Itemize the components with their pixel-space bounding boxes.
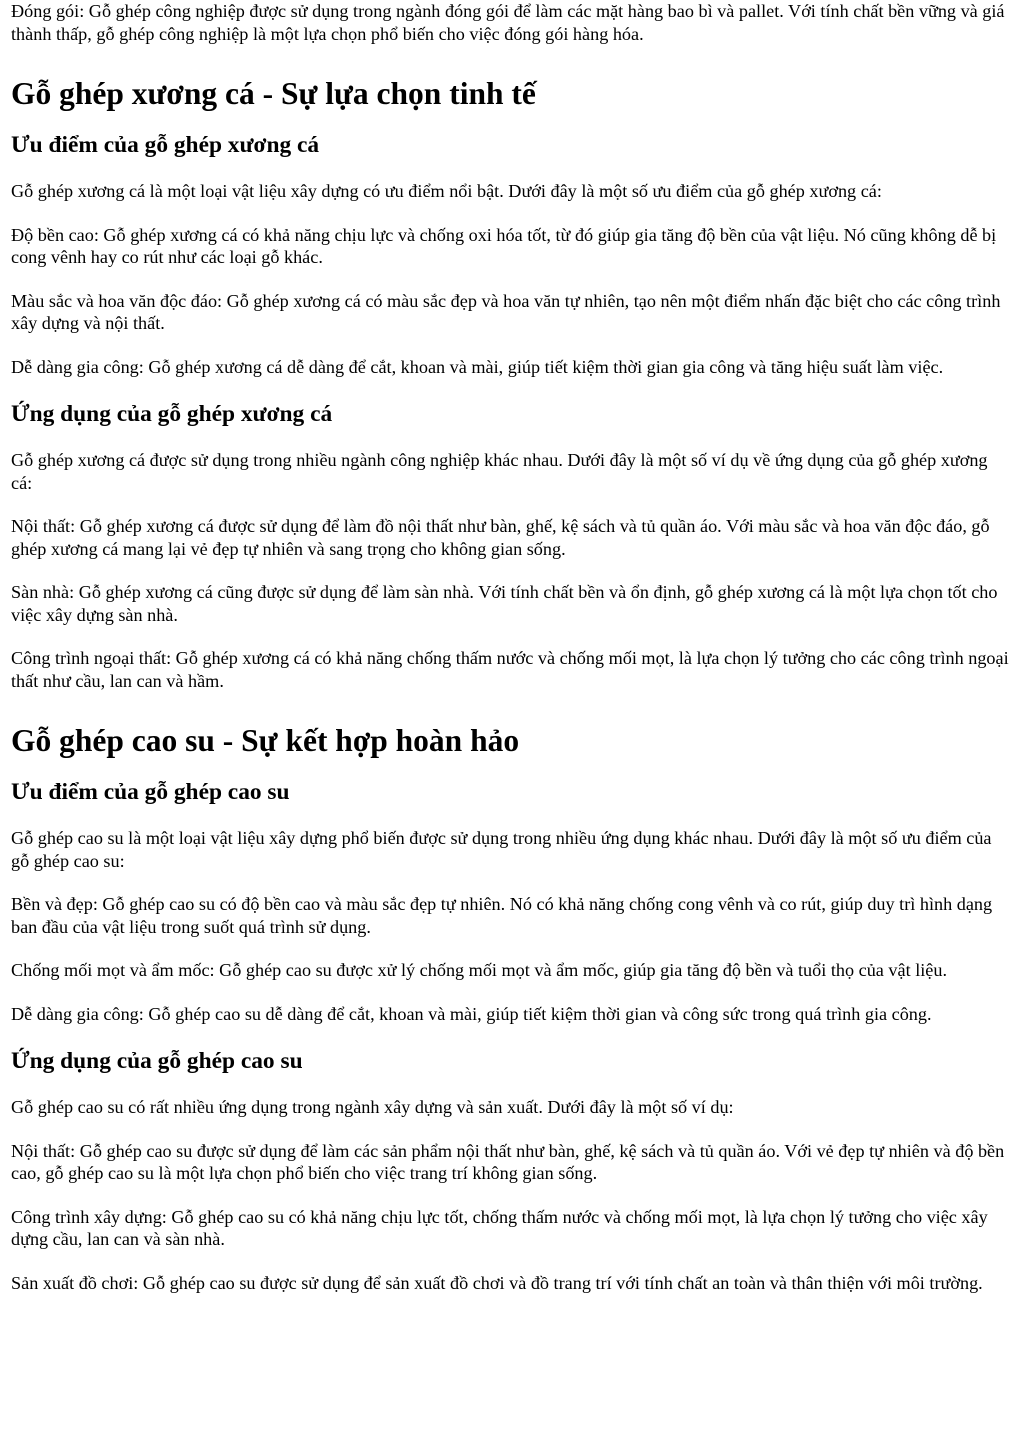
paragraph-rubber-intro: Gỗ ghép cao su là một loại vật liệu xây dựng phổ biến được sử dụng trong nhiều ứng dụng khác nhau. Dưới đây là một số ưu điểm của gỗ ghép cao su:	[11, 828, 992, 871]
paragraph-rubber-applications-intro: Gỗ ghép cao su có rất nhiều ứng dụng trong ngành xây dựng và sản xuất. Dưới đây là một số ví dụ:	[11, 1097, 734, 1117]
paragraph-construction: Công trình xây dựng: Gỗ ghép cao su có khả năng chịu lực tốt, chống thấm nước và chống mối mọt, là lựa chọn lý tưởng cho việc xây dựng cầu, lan can và sàn nhà.	[11, 1206, 988, 1249]
subheading-rubber-applications: Ứng dụng của gỗ ghép cao su	[11, 1048, 303, 1074]
paragraph-herringbone-intro: Gỗ ghép xương cá là một loại vật liệu xây dựng có ưu điểm nổi bật. Dưới đây là một số ưu điểm của gỗ ghép xương cá:	[11, 181, 882, 201]
subheading-herringbone-applications: Ứng dụng của gỗ ghép xương cá	[11, 401, 333, 427]
heading-rubber-wood: Gỗ ghép cao su - Sự kết hợp hoàn hảo	[11, 723, 520, 758]
paragraph-rubber-processing: Dễ dàng gia công: Gỗ ghép cao su dễ dàng để cắt, khoan và mài, giúp tiết kiệm thời gian và công sức trong quá trình gia công.	[11, 1003, 932, 1024]
paragraph-durability: Độ bền cao: Gỗ ghép xương cá có khả năng chịu lực và chống oxi hóa tốt, từ đó giúp gia tăng độ bền của vật liệu. Nó cũng không dễ bị cong vênh hay co rút như các loại gỗ khác.	[11, 224, 997, 267]
paragraph-termite-mold: Chống mối mọt và ẩm mốc: Gỗ ghép cao su được xử lý chống mối mọt và ẩm mốc, giúp gia tăng độ bền và tuổi thọ của vật liệu.	[11, 960, 948, 980]
paragraph-color-pattern: Màu sắc và hoa văn độc đáo: Gỗ ghép xương cá có màu sắc đẹp và hoa văn tự nhiên, tạo nên một điểm nhấn đặc biệt cho các công trình xây dựng và nội thất.	[11, 290, 1001, 333]
paragraph-flooring: Sàn nhà: Gỗ ghép xương cá cũng được sử dụng để làm sàn nhà. Với tính chất bền và ổn định, gỗ ghép xương cá là một lựa chọn tốt cho việc xây dựng sàn nhà.	[11, 582, 998, 625]
subheading-herringbone-advantages: Ưu điểm của gỗ ghép xương cá	[11, 132, 320, 158]
heading-herringbone-wood: Gỗ ghép xương cá - Sự lựa chọn tinh tế	[11, 76, 536, 111]
paragraph-interior: Nội thất: Gỗ ghép xương cá được sử dụng để làm đồ nội thất như bàn, ghế, kệ sách và tủ quần áo. Với màu sắc và hoa văn độc đáo, gỗ ghép xương cá mang lại vẻ đẹp tự nhiên và sang trọng cho không gian sống.	[11, 516, 990, 559]
paragraph-packaging: Đóng gói: Gỗ ghép công nghiệp được sử dụng trong ngành đóng gói để làm các mặt hàng bao bì và pallet. Với tính chất bền vững và giá thành thấp, gỗ ghép công nghiệp là một lựa chọn phổ biến cho việc đóng gói hàng hóa.	[11, 1, 1005, 44]
subheading-rubber-advantages: Ưu điểm của gỗ ghép cao su	[11, 779, 290, 805]
paragraph-toys: Sản xuất đồ chơi: Gỗ ghép cao su được sử dụng để sản xuất đồ chơi và đồ trang trí với tính chất an toàn và thân thiện với môi trường.	[11, 1272, 983, 1293]
paragraph-easy-processing: Dễ dàng gia công: Gỗ ghép xương cá dễ dàng để cắt, khoan và mài, giúp tiết kiệm thời gian gia công và tăng hiệu suất làm việc.	[11, 356, 944, 377]
paragraph-durable-beautiful: Bền và đẹp: Gỗ ghép cao su có độ bền cao và màu sắc đẹp tự nhiên. Nó có khả năng chống cong vênh và co rút, giúp duy trì hình dạng ban đầu của vật liệu trong suốt quá trình sử dụng.	[11, 894, 993, 937]
paragraph-herringbone-applications-intro: Gỗ ghép xương cá được sử dụng trong nhiều ngành công nghiệp khác nhau. Dưới đây là một số ví dụ về ứng dụng của gỗ ghép xương cá:	[11, 450, 988, 493]
paragraph-exterior: Công trình ngoại thất: Gỗ ghép xương cá có khả năng chống thấm nước và chống mối mọt, là lựa chọn lý tưởng cho các công trình ngoại thất như cầu, lan can và hầm.	[11, 648, 1009, 691]
paragraph-rubber-interior: Nội thất: Gỗ ghép cao su được sử dụng để làm các sản phẩm nội thất như bàn, ghế, kệ sách và tủ quần áo. Với vẻ đẹp tự nhiên và độ bền cao, gỗ ghép cao su là một lựa chọn phổ biến cho việc trang trí không gian sống.	[11, 1140, 1005, 1183]
